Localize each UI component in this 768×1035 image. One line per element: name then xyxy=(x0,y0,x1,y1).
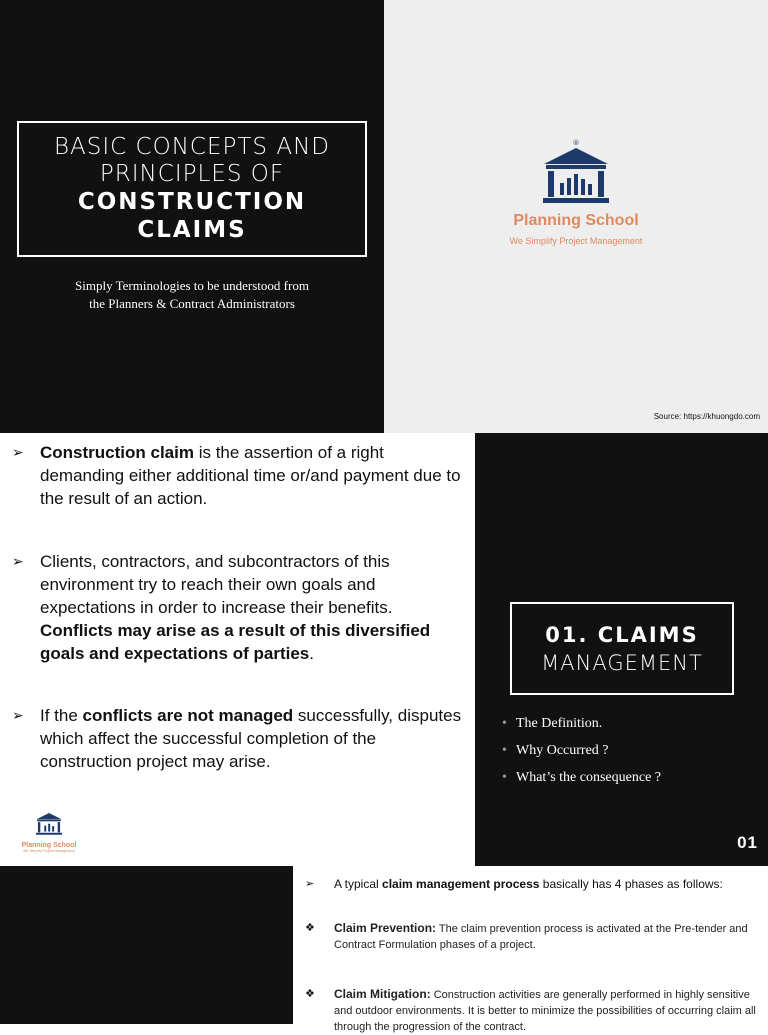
list-item: • The Definition. xyxy=(502,716,603,731)
intro-bold: claim management process xyxy=(382,877,540,891)
claims-management-slide xyxy=(475,433,768,866)
brand-name: Planning School xyxy=(513,212,639,229)
title-line-4: CLAIMS xyxy=(137,217,247,243)
slide-page-number: 01 xyxy=(737,833,758,852)
small-logo-name: Planning School xyxy=(21,842,77,849)
claim-process-slide xyxy=(293,866,768,1033)
intro-pre: A typical xyxy=(334,877,383,891)
claims-title-bold: 01. CLAIMS xyxy=(545,622,699,647)
bullet-3-pre: If the xyxy=(40,706,83,725)
phase-claim-mitigation xyxy=(305,986,757,1035)
bullet-conflicts-not-managed xyxy=(12,704,467,773)
diamond-bullet-icon: ❖ xyxy=(305,922,315,934)
bullet-dot-icon: • xyxy=(502,743,507,758)
title-frame xyxy=(17,121,367,257)
logo-slide xyxy=(384,0,768,433)
list-item: • What’s the consequence ? xyxy=(502,770,661,785)
arrow-bullet-icon: ➢ xyxy=(305,878,315,890)
phase-1-label: Claim Prevention: xyxy=(334,921,437,935)
phase-1-text: The claim prevention process is activated at the Pre-tender and Contract Formulation phases of a project. xyxy=(334,923,748,951)
dark-slide-area xyxy=(0,866,293,1024)
planning-school-logo-icon xyxy=(538,138,614,206)
bullet-2-end: . xyxy=(309,644,314,663)
bullet-1-bold: Construction claim xyxy=(40,443,194,462)
bullet-2-text: Clients, contractors, and subcontractors of this environment try to reach their own goals and expectations in order to increase their benefits. xyxy=(40,552,393,617)
title-line-3: CONSTRUCTION xyxy=(77,189,307,215)
bullet-dot-icon: • xyxy=(502,716,507,731)
bullet-2-bold: Conflicts may arise as a result of this diversified goals and expectations of parties xyxy=(40,621,431,663)
arrow-bullet-icon: ➢ xyxy=(12,707,24,723)
brand-tagline: We Simplify Project Management xyxy=(509,236,643,246)
bullet-3-bold: conflicts are not managed xyxy=(82,706,294,725)
phase-claim-prevention xyxy=(305,920,757,953)
subtitle-line-1: Simply Terminologies to be understood from xyxy=(75,278,309,293)
bullet-construction-claim xyxy=(12,441,467,510)
arrow-bullet-icon: ➢ xyxy=(12,444,24,460)
bullet-dot-icon: • xyxy=(502,770,507,785)
title-slide xyxy=(0,0,384,433)
small-logo-tagline: We Simplify Project Management xyxy=(23,849,75,853)
title-line-2: PRINCIPLES OF xyxy=(99,161,285,187)
intro-text: basically has 4 phases as follows: xyxy=(539,877,723,891)
bullet-conflicts-arise xyxy=(12,550,467,665)
definition-slide xyxy=(0,433,475,866)
list-item: • Why Occurred ? xyxy=(502,743,609,758)
arrow-bullet-icon: ➢ xyxy=(12,553,24,569)
registered-mark: ® xyxy=(572,139,580,147)
claims-title-light: MANAGEMENT xyxy=(541,650,703,675)
bullet-3-text: successfully, disputes which affect the successful completion of the construction project may arise. xyxy=(40,706,462,771)
phase-2-text: Construction activities are generally performed in highly sensitive and outdoor environments. It is better to minimize the possibilities of occurring claim all through the progression of the contract. xyxy=(334,989,756,1033)
diamond-bullet-icon: ❖ xyxy=(305,988,315,1000)
planning-school-logo-icon xyxy=(34,809,64,836)
small-logo xyxy=(18,809,80,853)
claims-topic-list xyxy=(502,716,661,797)
title-line-1: BASIC CONCEPTS AND xyxy=(54,134,330,160)
claims-title-frame xyxy=(510,602,734,695)
subtitle xyxy=(30,277,354,313)
bullet-1-text: is the assertion of a right demanding either additional time or/and payment due to the result of an action. xyxy=(40,443,461,508)
process-intro xyxy=(305,876,757,892)
subtitle-line-2: the Planners & Contract Administrators xyxy=(89,296,295,311)
phase-2-label: Claim Mitigation: xyxy=(334,987,431,1001)
source-credit: Source: https://khuongdo.com xyxy=(653,412,760,421)
